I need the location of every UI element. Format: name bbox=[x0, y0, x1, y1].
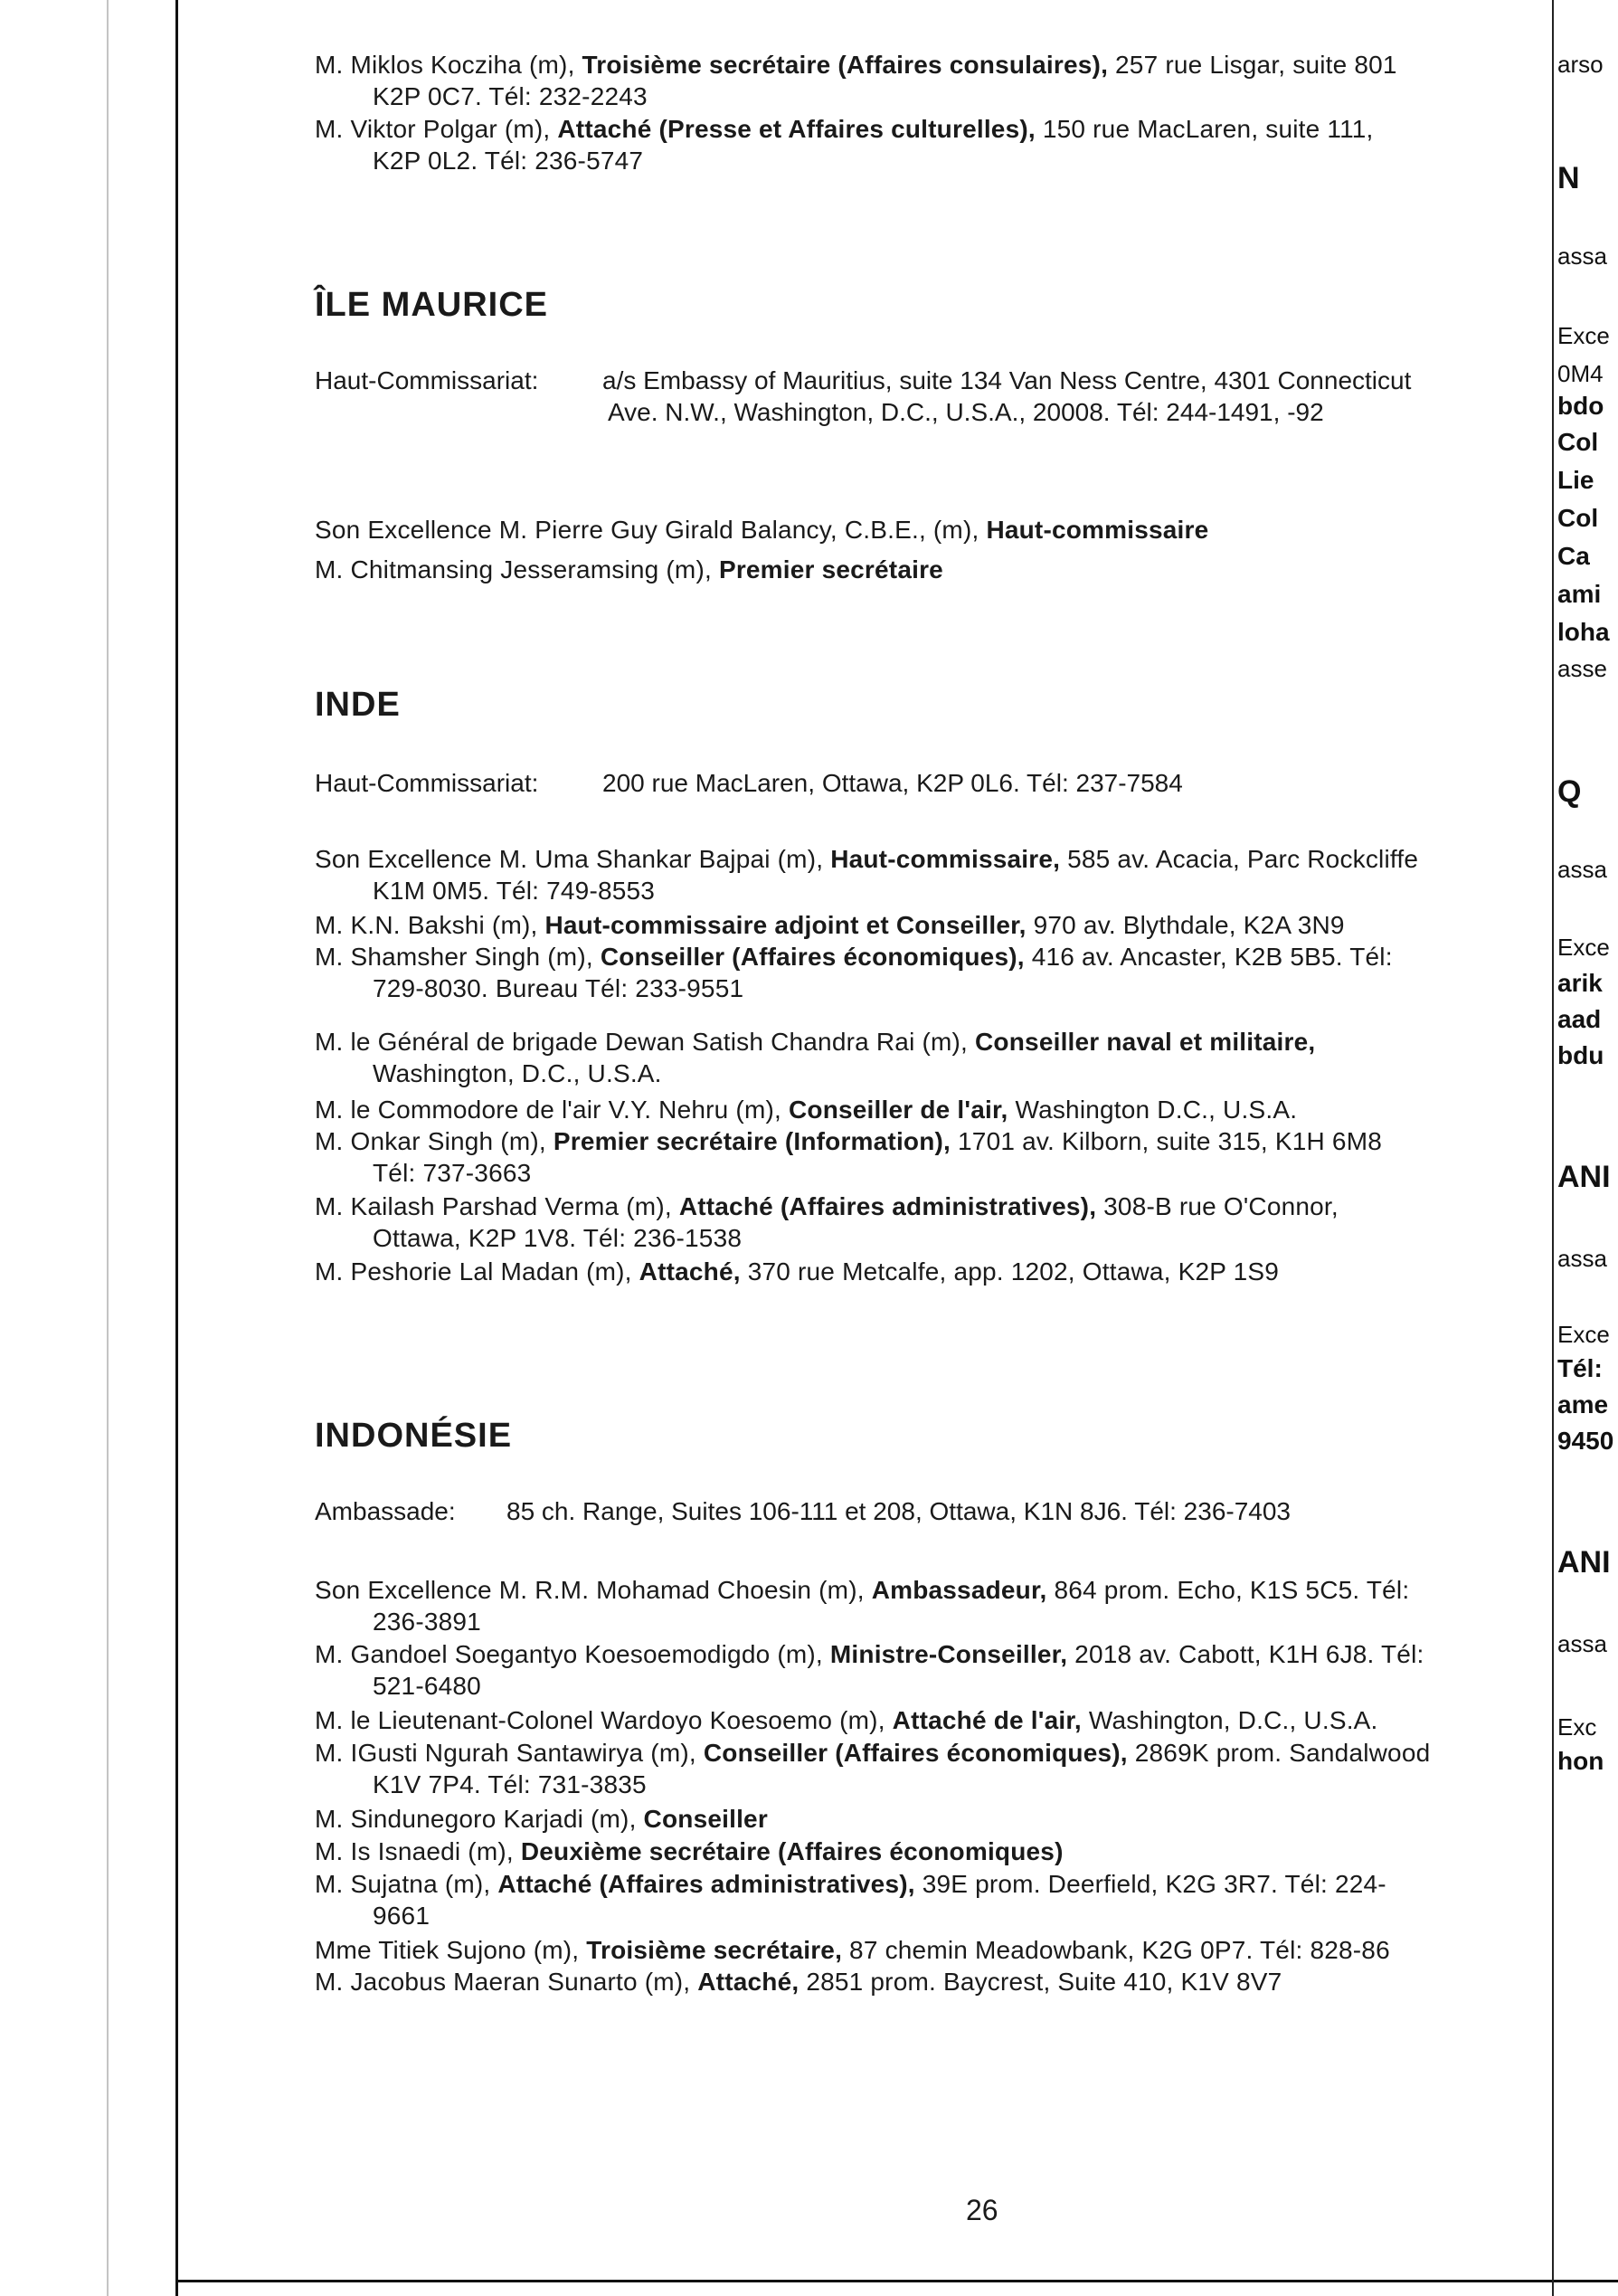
entry-name: M. Kailash Parshad Verma (m), bbox=[315, 1192, 672, 1220]
list-item bbox=[315, 1868, 1386, 1931]
entry-name: M. le Commodore de l'air V.Y. Nehru (m), bbox=[315, 1096, 781, 1124]
margin-fragment: ANI bbox=[1557, 1160, 1611, 1194]
entry-continuation: K2P 0C7. Tél: 232-2243 bbox=[373, 82, 648, 110]
entry-name: M. Is Isnaedi (m), bbox=[315, 1837, 514, 1865]
entry-name: M. IGusti Ngurah Santawirya (m), bbox=[315, 1739, 696, 1767]
entry-title: Attaché (Affaires administratives), bbox=[678, 1192, 1097, 1220]
entry-continuation: 729-8030. Bureau Tél: 233-9551 bbox=[373, 974, 744, 1002]
list-item bbox=[315, 1966, 1282, 1997]
mission-address bbox=[315, 1495, 1291, 1527]
margin-fragment: Exc bbox=[1557, 1713, 1597, 1741]
entry-continuation: K1V 7P4. Tél: 731-3835 bbox=[373, 1770, 647, 1798]
entry-address: Washington D.C., U.S.A. bbox=[1015, 1096, 1298, 1124]
margin-fragment: assa bbox=[1557, 1630, 1607, 1657]
entry-address: 585 av. Acacia, Parc Rockcliffe bbox=[1067, 845, 1419, 873]
list-item bbox=[315, 941, 1393, 1004]
entry-title: Deuxième secrétaire (Affaires économiques) bbox=[520, 1837, 1064, 1865]
entry-title: Attaché, bbox=[639, 1257, 741, 1286]
entry-address: 39E prom. Deerfield, K2G 3R7. Tél: 224- bbox=[922, 1870, 1386, 1898]
list-item bbox=[315, 1803, 768, 1835]
entry-name: M. le Lieutenant-Colonel Wardoyo Koesoemo (m), bbox=[315, 1706, 885, 1734]
address-line: a/s Embassy of Mauritius, suite 134 Van Ness Centre, 4301 Connecticut bbox=[602, 366, 1412, 394]
entry-continuation: Ottawa, K2P 1V8. Tél: 236-1538 bbox=[373, 1224, 743, 1252]
margin-fragment: Exce bbox=[1557, 934, 1610, 961]
entry-name: Son Excellence M. Pierre Guy Girald Balancy, C.B.E., (m), bbox=[315, 516, 979, 544]
margin-fragment: Exce bbox=[1557, 1321, 1610, 1348]
entry-name: M. Peshorie Lal Madan (m), bbox=[315, 1257, 632, 1286]
entry-name: M. Jacobus Maeran Sunarto (m), bbox=[315, 1968, 691, 1996]
margin-fragment: Exce bbox=[1557, 322, 1610, 349]
entry-title: Attaché (Affaires administratives), bbox=[497, 1870, 915, 1898]
list-item bbox=[315, 1638, 1424, 1702]
entry-name: M. Gandoel Soegantyo Koesoemodigdo (m), bbox=[315, 1640, 823, 1668]
margin-fragment: N bbox=[1557, 161, 1580, 195]
entry-address: Washington, D.C., U.S.A. bbox=[1088, 1706, 1378, 1734]
entry-title: Haut-commissaire bbox=[986, 516, 1209, 544]
mission-address bbox=[315, 365, 1411, 428]
list-item bbox=[315, 1574, 1409, 1637]
margin-fragment: Col bbox=[1557, 504, 1599, 532]
entry-name: M. K.N. Bakshi (m), bbox=[315, 911, 538, 939]
entry-title: Haut-commissaire adjoint et Conseiller, bbox=[544, 911, 1027, 939]
margin-fragment: arik bbox=[1557, 969, 1603, 997]
mission-label: Ambassade: bbox=[315, 1497, 456, 1525]
list-item bbox=[315, 1704, 1378, 1736]
entry-address: 87 chemin Meadowbank, K2G 0P7. Tél: 828-86 bbox=[849, 1936, 1390, 1964]
entry-address: 370 rue Metcalfe, app. 1202, Ottawa, K2P 1S9 bbox=[747, 1257, 1280, 1286]
entry-title: Conseiller de l'air, bbox=[788, 1096, 1008, 1124]
list-item bbox=[315, 1125, 1382, 1189]
entry-address: 2018 av. Cabott, K1H 6J8. Tél: bbox=[1074, 1640, 1424, 1668]
mission-address bbox=[315, 767, 1183, 799]
address-line: 85 ch. Range, Suites 106-111 et 208, Ottawa, K1N 8J6. Tél: 236-7403 bbox=[506, 1497, 1292, 1525]
entry-name: Mme Titiek Sujono (m), bbox=[315, 1936, 580, 1964]
margin-fragment: Col bbox=[1557, 428, 1599, 456]
margin-fragment: aad bbox=[1557, 1005, 1602, 1033]
list-item bbox=[315, 909, 1345, 941]
margin-fragment: ami bbox=[1557, 580, 1602, 608]
list-item bbox=[315, 113, 1374, 176]
entry-title: Ministre-Conseiller, bbox=[829, 1640, 1068, 1668]
scan-shadow-line bbox=[107, 0, 109, 2296]
list-item bbox=[315, 1094, 1297, 1125]
list-item bbox=[315, 1836, 1064, 1867]
margin-fragment: 9450 bbox=[1557, 1427, 1614, 1455]
entry-title: Premier secrétaire (Information), bbox=[553, 1127, 951, 1155]
entry-title: Conseiller (Affaires économiques), bbox=[600, 943, 1025, 971]
entry-name: M. Shamsher Singh (m), bbox=[315, 943, 593, 971]
margin-fragment: assa bbox=[1557, 1245, 1607, 1272]
list-item bbox=[315, 514, 1208, 546]
entry-title: Attaché (Presse et Affaires culturelles), bbox=[557, 115, 1036, 143]
page-number: 26 bbox=[966, 2194, 998, 2226]
entry-address: 2869K prom. Sandalwood bbox=[1134, 1739, 1431, 1767]
list-item bbox=[315, 1737, 1430, 1800]
entry-address: 970 av. Blythdale, K2A 3N9 bbox=[1033, 911, 1345, 939]
entry-name: M. Viktor Polgar (m), bbox=[315, 115, 551, 143]
margin-fragment: ame bbox=[1557, 1390, 1609, 1418]
margin-fragment: Tél: bbox=[1557, 1354, 1603, 1382]
margin-fragment: bdo bbox=[1557, 392, 1604, 420]
entry-title: Conseiller bbox=[643, 1805, 768, 1833]
entry-name: M. le Général de brigade Dewan Satish Chandra Rai (m), bbox=[315, 1028, 969, 1056]
margin-fragment: Q bbox=[1557, 774, 1582, 809]
section-heading-india: INDE bbox=[315, 686, 401, 724]
margin-fragment: bdu bbox=[1557, 1041, 1604, 1069]
entry-name: Son Excellence M. R.M. Mohamad Choesin (m), bbox=[315, 1576, 865, 1604]
margin-fragment: ANI bbox=[1557, 1545, 1611, 1580]
entry-name: M. Onkar Singh (m), bbox=[315, 1127, 546, 1155]
entry-continuation: K2P 0L2. Tél: 236-5747 bbox=[373, 147, 644, 175]
entry-address: 257 rue Lisgar, suite 801 bbox=[1115, 51, 1397, 79]
section-heading-indonesia: INDONÉSIE bbox=[315, 1417, 513, 1455]
entry-address: 1701 av. Kilborn, suite 315, K1H 6M8 bbox=[958, 1127, 1382, 1155]
list-item bbox=[315, 1256, 1279, 1287]
list-item bbox=[315, 554, 943, 585]
entry-continuation: 236-3891 bbox=[373, 1608, 481, 1636]
entry-title: Conseiller (Affaires économiques), bbox=[703, 1739, 1128, 1767]
margin-fragment: assa bbox=[1557, 856, 1607, 883]
entry-name: M. Sujatna (m), bbox=[315, 1870, 491, 1898]
mission-label: Haut-Commissariat: bbox=[315, 366, 539, 394]
margin-fragment: assa bbox=[1557, 242, 1607, 270]
entry-continuation: 9661 bbox=[373, 1902, 431, 1930]
entry-address: 2851 prom. Baycrest, Suite 410, K1V 8V7 bbox=[806, 1968, 1282, 1996]
entry-name: M. Miklos Kocziha (m), bbox=[315, 51, 575, 79]
address-line: 200 rue MacLaren, Ottawa, K2P 0L6. Tél: 237-7584 bbox=[602, 769, 1183, 797]
mission-label: Haut-Commissariat: bbox=[315, 769, 539, 797]
entry-title: Attaché, bbox=[697, 1968, 800, 1996]
list-item bbox=[315, 1934, 1390, 1966]
address-line: Ave. N.W., Washington, D.C., U.S.A., 20008. Tél: 244-1491, -92 bbox=[608, 398, 1324, 426]
entry-address: 308-B rue O'Connor, bbox=[1103, 1192, 1339, 1220]
list-item bbox=[315, 1026, 1315, 1089]
list-item bbox=[315, 843, 1418, 906]
entry-name: M. Chitmansing Jesseramsing (m), bbox=[315, 555, 712, 583]
entry-name: Son Excellence M. Uma Shankar Bajpai (m), bbox=[315, 845, 824, 873]
entry-continuation: Washington, D.C., U.S.A. bbox=[373, 1059, 662, 1087]
entry-title: Troisième secrétaire, bbox=[586, 1936, 843, 1964]
page-left-border bbox=[175, 0, 178, 2296]
entry-title: Ambassadeur, bbox=[871, 1576, 1047, 1604]
entry-name: M. Sindunegoro Karjadi (m), bbox=[315, 1805, 637, 1833]
margin-fragment: 0M4 bbox=[1557, 360, 1604, 387]
margin-fragment: Lie bbox=[1557, 466, 1594, 494]
margin-fragment: Ca bbox=[1557, 542, 1590, 570]
entry-title: Troisième secrétaire (Affaires consulaires), bbox=[582, 51, 1109, 79]
margin-fragment: arso bbox=[1557, 51, 1604, 78]
entry-title: Conseiller naval et militaire, bbox=[975, 1028, 1316, 1056]
entry-address: 864 prom. Echo, K1S 5C5. Tél: bbox=[1054, 1576, 1410, 1604]
entry-continuation: K1M 0M5. Tél: 749-8553 bbox=[373, 877, 656, 905]
list-item bbox=[315, 49, 1397, 112]
entry-address: 150 rue MacLaren, suite 111, bbox=[1042, 115, 1374, 143]
entry-address: 416 av. Ancaster, K2B 5B5. Tél: bbox=[1031, 943, 1393, 971]
margin-fragment: asse bbox=[1557, 655, 1607, 682]
entry-title: Attaché de l'air, bbox=[892, 1706, 1082, 1734]
margin-fragment: hon bbox=[1557, 1747, 1604, 1775]
entry-continuation: Tél: 737-3663 bbox=[373, 1159, 532, 1187]
entry-title: Premier secrétaire bbox=[718, 555, 943, 583]
margin-fragment: loha bbox=[1557, 618, 1610, 646]
entry-continuation: 521-6480 bbox=[373, 1672, 481, 1700]
entry-title: Haut-commissaire, bbox=[830, 845, 1061, 873]
list-item bbox=[315, 1191, 1339, 1254]
section-heading-mauritius: ÎLE MAURICE bbox=[315, 286, 548, 324]
page-bottom-border bbox=[175, 2280, 1618, 2282]
